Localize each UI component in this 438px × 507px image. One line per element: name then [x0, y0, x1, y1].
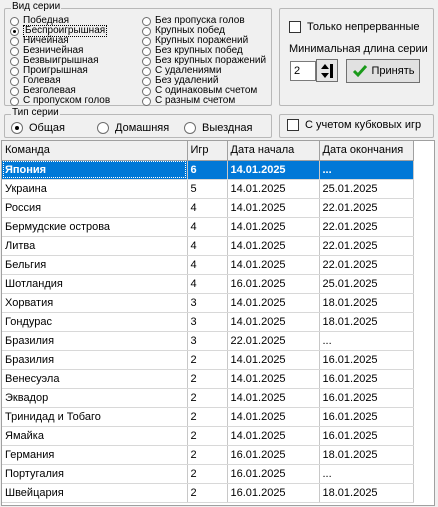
table-row[interactable] — [2, 217, 413, 236]
radio-label: Безвыигрышная — [23, 55, 99, 66]
radio-label: С одинаковым счетом — [155, 85, 258, 96]
cell-end[interactable]: 18.01.2025 — [319, 312, 413, 331]
cell-start[interactable]: 22.01.2025 — [227, 331, 319, 350]
cell-games[interactable]: 2 — [187, 369, 227, 388]
radio-label: Победная — [23, 15, 70, 26]
cell-end[interactable]: 22.01.2025 — [319, 198, 413, 217]
cell-games[interactable]: 2 — [187, 388, 227, 407]
cell-games[interactable]: 3 — [187, 331, 227, 350]
radio-left-8[interactable] — [10, 96, 110, 106]
col-team-header[interactable]: Команда — [2, 141, 187, 160]
spin-arrows-icon — [319, 62, 335, 80]
cup-games-box[interactable] — [287, 119, 299, 131]
min-length-label: Минимальная длина серии — [289, 43, 428, 55]
cell-team[interactable]: Хорватия — [2, 293, 187, 312]
table-row[interactable] — [2, 464, 413, 483]
radio-button[interactable] — [142, 77, 151, 86]
radio-label: Без крупных побед — [155, 45, 243, 56]
cell-end[interactable]: 18.01.2025 — [319, 483, 413, 502]
cell-team[interactable]: Венесуэла — [2, 369, 187, 388]
radio-button[interactable] — [10, 97, 19, 106]
cell-team[interactable]: Россия — [2, 198, 187, 217]
apply-label: Принять — [371, 65, 415, 77]
cell-games[interactable]: 2 — [187, 407, 227, 426]
col-end-header[interactable]: Дата окончания — [319, 141, 413, 160]
cell-games[interactable]: 2 — [187, 483, 227, 502]
radio-button[interactable] — [142, 87, 151, 96]
radio-button[interactable] — [10, 77, 19, 86]
table-row[interactable] — [2, 407, 413, 426]
table-row[interactable] — [2, 236, 413, 255]
radio-label: Общая — [29, 122, 65, 134]
table-row[interactable] — [2, 255, 413, 274]
cell-start[interactable]: 14.01.2025 — [227, 350, 319, 369]
min-length-input[interactable]: 2 — [290, 61, 316, 81]
radio-button[interactable] — [142, 57, 151, 66]
cell-start[interactable]: 16.01.2025 — [227, 483, 319, 502]
cell-end[interactable]: ... — [319, 464, 413, 483]
col-games-header[interactable]: Игр — [187, 141, 227, 160]
cell-team[interactable]: Литва — [2, 236, 187, 255]
radio-button[interactable] — [184, 122, 196, 134]
radio-button[interactable] — [142, 37, 151, 46]
cell-start[interactable]: 16.01.2025 — [227, 445, 319, 464]
radio-label: Ничейная — [23, 35, 69, 46]
radio-button[interactable] — [10, 37, 19, 46]
cell-start[interactable]: 14.01.2025 — [227, 369, 319, 388]
cell-end[interactable]: 18.01.2025 — [319, 445, 413, 464]
cell-team[interactable]: Бельгия — [2, 255, 187, 274]
cell-team[interactable]: Гондурас — [2, 312, 187, 331]
cell-end[interactable]: ... — [319, 331, 413, 350]
series-type-group — [4, 107, 272, 138]
cell-games[interactable]: 3 — [187, 293, 227, 312]
table-row[interactable] — [2, 388, 413, 407]
series-kind-title: Вид серии — [12, 1, 61, 12]
table-row[interactable] — [2, 160, 413, 179]
cell-team[interactable]: Бразилия — [2, 350, 187, 369]
cell-team[interactable]: Португалия — [2, 464, 187, 483]
cell-end[interactable]: 16.01.2025 — [319, 369, 413, 388]
cell-end[interactable]: 25.01.2025 — [319, 179, 413, 198]
cell-start[interactable]: 14.01.2025 — [227, 217, 319, 236]
cell-team[interactable]: Тринидад и Тобаго — [2, 407, 187, 426]
cell-end[interactable]: 22.01.2025 — [319, 255, 413, 274]
radio-label: С пропуском голов — [23, 95, 111, 106]
radio-label: Без удалений — [155, 75, 219, 86]
cell-start[interactable]: 14.01.2025 — [227, 255, 319, 274]
radio-button[interactable] — [142, 67, 151, 76]
cell-start[interactable]: 14.01.2025 — [227, 388, 319, 407]
table-row[interactable] — [2, 179, 413, 198]
table-row[interactable] — [2, 331, 413, 350]
cell-team[interactable]: Бразилия — [2, 331, 187, 350]
cell-start[interactable]: 14.01.2025 — [227, 160, 319, 179]
cell-games[interactable]: 4 — [187, 274, 227, 293]
cell-end[interactable]: 16.01.2025 — [319, 426, 413, 445]
cell-team[interactable]: Япония — [2, 160, 187, 179]
cell-team[interactable]: Ямайка — [2, 426, 187, 445]
radio-label: Голевая — [23, 75, 61, 86]
table-row[interactable] — [2, 426, 413, 445]
table-row[interactable] — [2, 483, 413, 502]
cell-end[interactable]: 16.01.2025 — [319, 407, 413, 426]
series-type-title: Тип серии — [12, 107, 59, 118]
cell-start[interactable]: 14.01.2025 — [227, 198, 319, 217]
cell-games[interactable]: 5 — [187, 179, 227, 198]
radio-button[interactable] — [97, 122, 109, 134]
cell-end[interactable]: 22.01.2025 — [319, 217, 413, 236]
cell-team[interactable]: Германия — [2, 445, 187, 464]
cell-games[interactable]: 2 — [187, 445, 227, 464]
apply-button[interactable] — [346, 59, 420, 83]
non-continuous-box[interactable] — [289, 21, 301, 33]
cup-games-checkbox[interactable] — [287, 119, 421, 131]
cell-start[interactable]: 14.01.2025 — [227, 407, 319, 426]
radio-button[interactable] — [142, 27, 151, 36]
cell-team[interactable]: Украина — [2, 179, 187, 198]
cell-games[interactable]: 2 — [187, 426, 227, 445]
cell-end[interactable]: 25.01.2025 — [319, 274, 413, 293]
cell-start[interactable]: 14.01.2025 — [227, 426, 319, 445]
series-kind-group — [4, 1, 272, 106]
cell-start[interactable]: 14.01.2025 — [227, 236, 319, 255]
cell-games[interactable]: 6 — [187, 160, 227, 179]
cell-team[interactable]: Шотландия — [2, 274, 187, 293]
radio-button[interactable] — [10, 17, 19, 26]
cell-end[interactable]: ... — [319, 160, 413, 179]
cell-end[interactable]: 16.01.2025 — [319, 350, 413, 369]
cell-games[interactable]: 3 — [187, 312, 227, 331]
non-continuous-label: Только непрерванные — [307, 21, 420, 33]
series-type-option-1[interactable] — [97, 121, 169, 135]
radio-label: Безголевая — [23, 85, 76, 96]
table-row[interactable] — [2, 350, 413, 369]
radio-label: Проигрышная — [23, 65, 88, 76]
cell-end[interactable]: 22.01.2025 — [319, 236, 413, 255]
cell-games[interactable]: 4 — [187, 255, 227, 274]
radio-button[interactable] — [10, 27, 19, 36]
cell-team[interactable]: Швейцария — [2, 483, 187, 502]
cell-start[interactable]: 16.01.2025 — [227, 464, 319, 483]
cell-games[interactable]: 4 — [187, 217, 227, 236]
radio-label: С разным счетом — [155, 95, 236, 106]
cell-games[interactable]: 2 — [187, 464, 227, 483]
cell-start[interactable]: 14.01.2025 — [227, 312, 319, 331]
cell-start[interactable]: 14.01.2025 — [227, 293, 319, 312]
series-type-option-2[interactable] — [184, 121, 253, 135]
cell-team[interactable]: Эквадор — [2, 388, 187, 407]
radio-label: Без пропуска голов — [155, 15, 245, 26]
table-row[interactable] — [2, 369, 413, 388]
radio-label: С удалениями — [155, 65, 222, 76]
cell-team[interactable]: Бермудские острова — [2, 217, 187, 236]
radio-button[interactable] — [10, 67, 19, 76]
cell-games[interactable]: 2 — [187, 350, 227, 369]
cell-start[interactable]: 14.01.2025 — [227, 179, 319, 198]
radio-right-8[interactable] — [142, 96, 235, 106]
col-start-header[interactable]: Дата начала — [227, 141, 319, 160]
radio-button[interactable] — [142, 97, 151, 106]
radio-label: Беспроигрышная — [25, 25, 106, 36]
radio-label: Безничейная — [23, 45, 84, 56]
cell-end[interactable]: 18.01.2025 — [319, 293, 413, 312]
radio-label: Крупных поражений — [155, 35, 249, 46]
non-continuous-checkbox[interactable] — [289, 21, 420, 33]
cell-games[interactable]: 4 — [187, 236, 227, 255]
radio-label: Домашняя — [115, 122, 170, 134]
table-row[interactable] — [2, 312, 413, 331]
table-row[interactable] — [2, 274, 413, 293]
radio-button[interactable] — [10, 57, 19, 66]
cell-end[interactable]: 16.01.2025 — [319, 388, 413, 407]
cell-start[interactable]: 16.01.2025 — [227, 274, 319, 293]
table-row[interactable] — [2, 445, 413, 464]
table-row[interactable] — [2, 198, 413, 217]
cup-games-label: С учетом кубковых игр — [305, 119, 422, 131]
radio-button[interactable] — [11, 122, 23, 134]
radio-button[interactable] — [10, 87, 19, 96]
series-table[interactable] — [1, 140, 435, 506]
cell-games[interactable]: 4 — [187, 198, 227, 217]
min-length-spinner[interactable] — [316, 59, 338, 82]
radio-label: Крупных побед — [155, 25, 225, 36]
checkmark-icon — [352, 64, 368, 78]
radio-button[interactable] — [142, 17, 151, 26]
radio-label: Выездная — [202, 122, 253, 134]
radio-label: Без крупных поражений — [155, 55, 267, 66]
table-header — [2, 141, 413, 160]
radio-button[interactable] — [10, 47, 19, 56]
radio-button[interactable] — [142, 47, 151, 56]
table-row[interactable] — [2, 293, 413, 312]
series-type-option-0[interactable] — [11, 121, 65, 135]
